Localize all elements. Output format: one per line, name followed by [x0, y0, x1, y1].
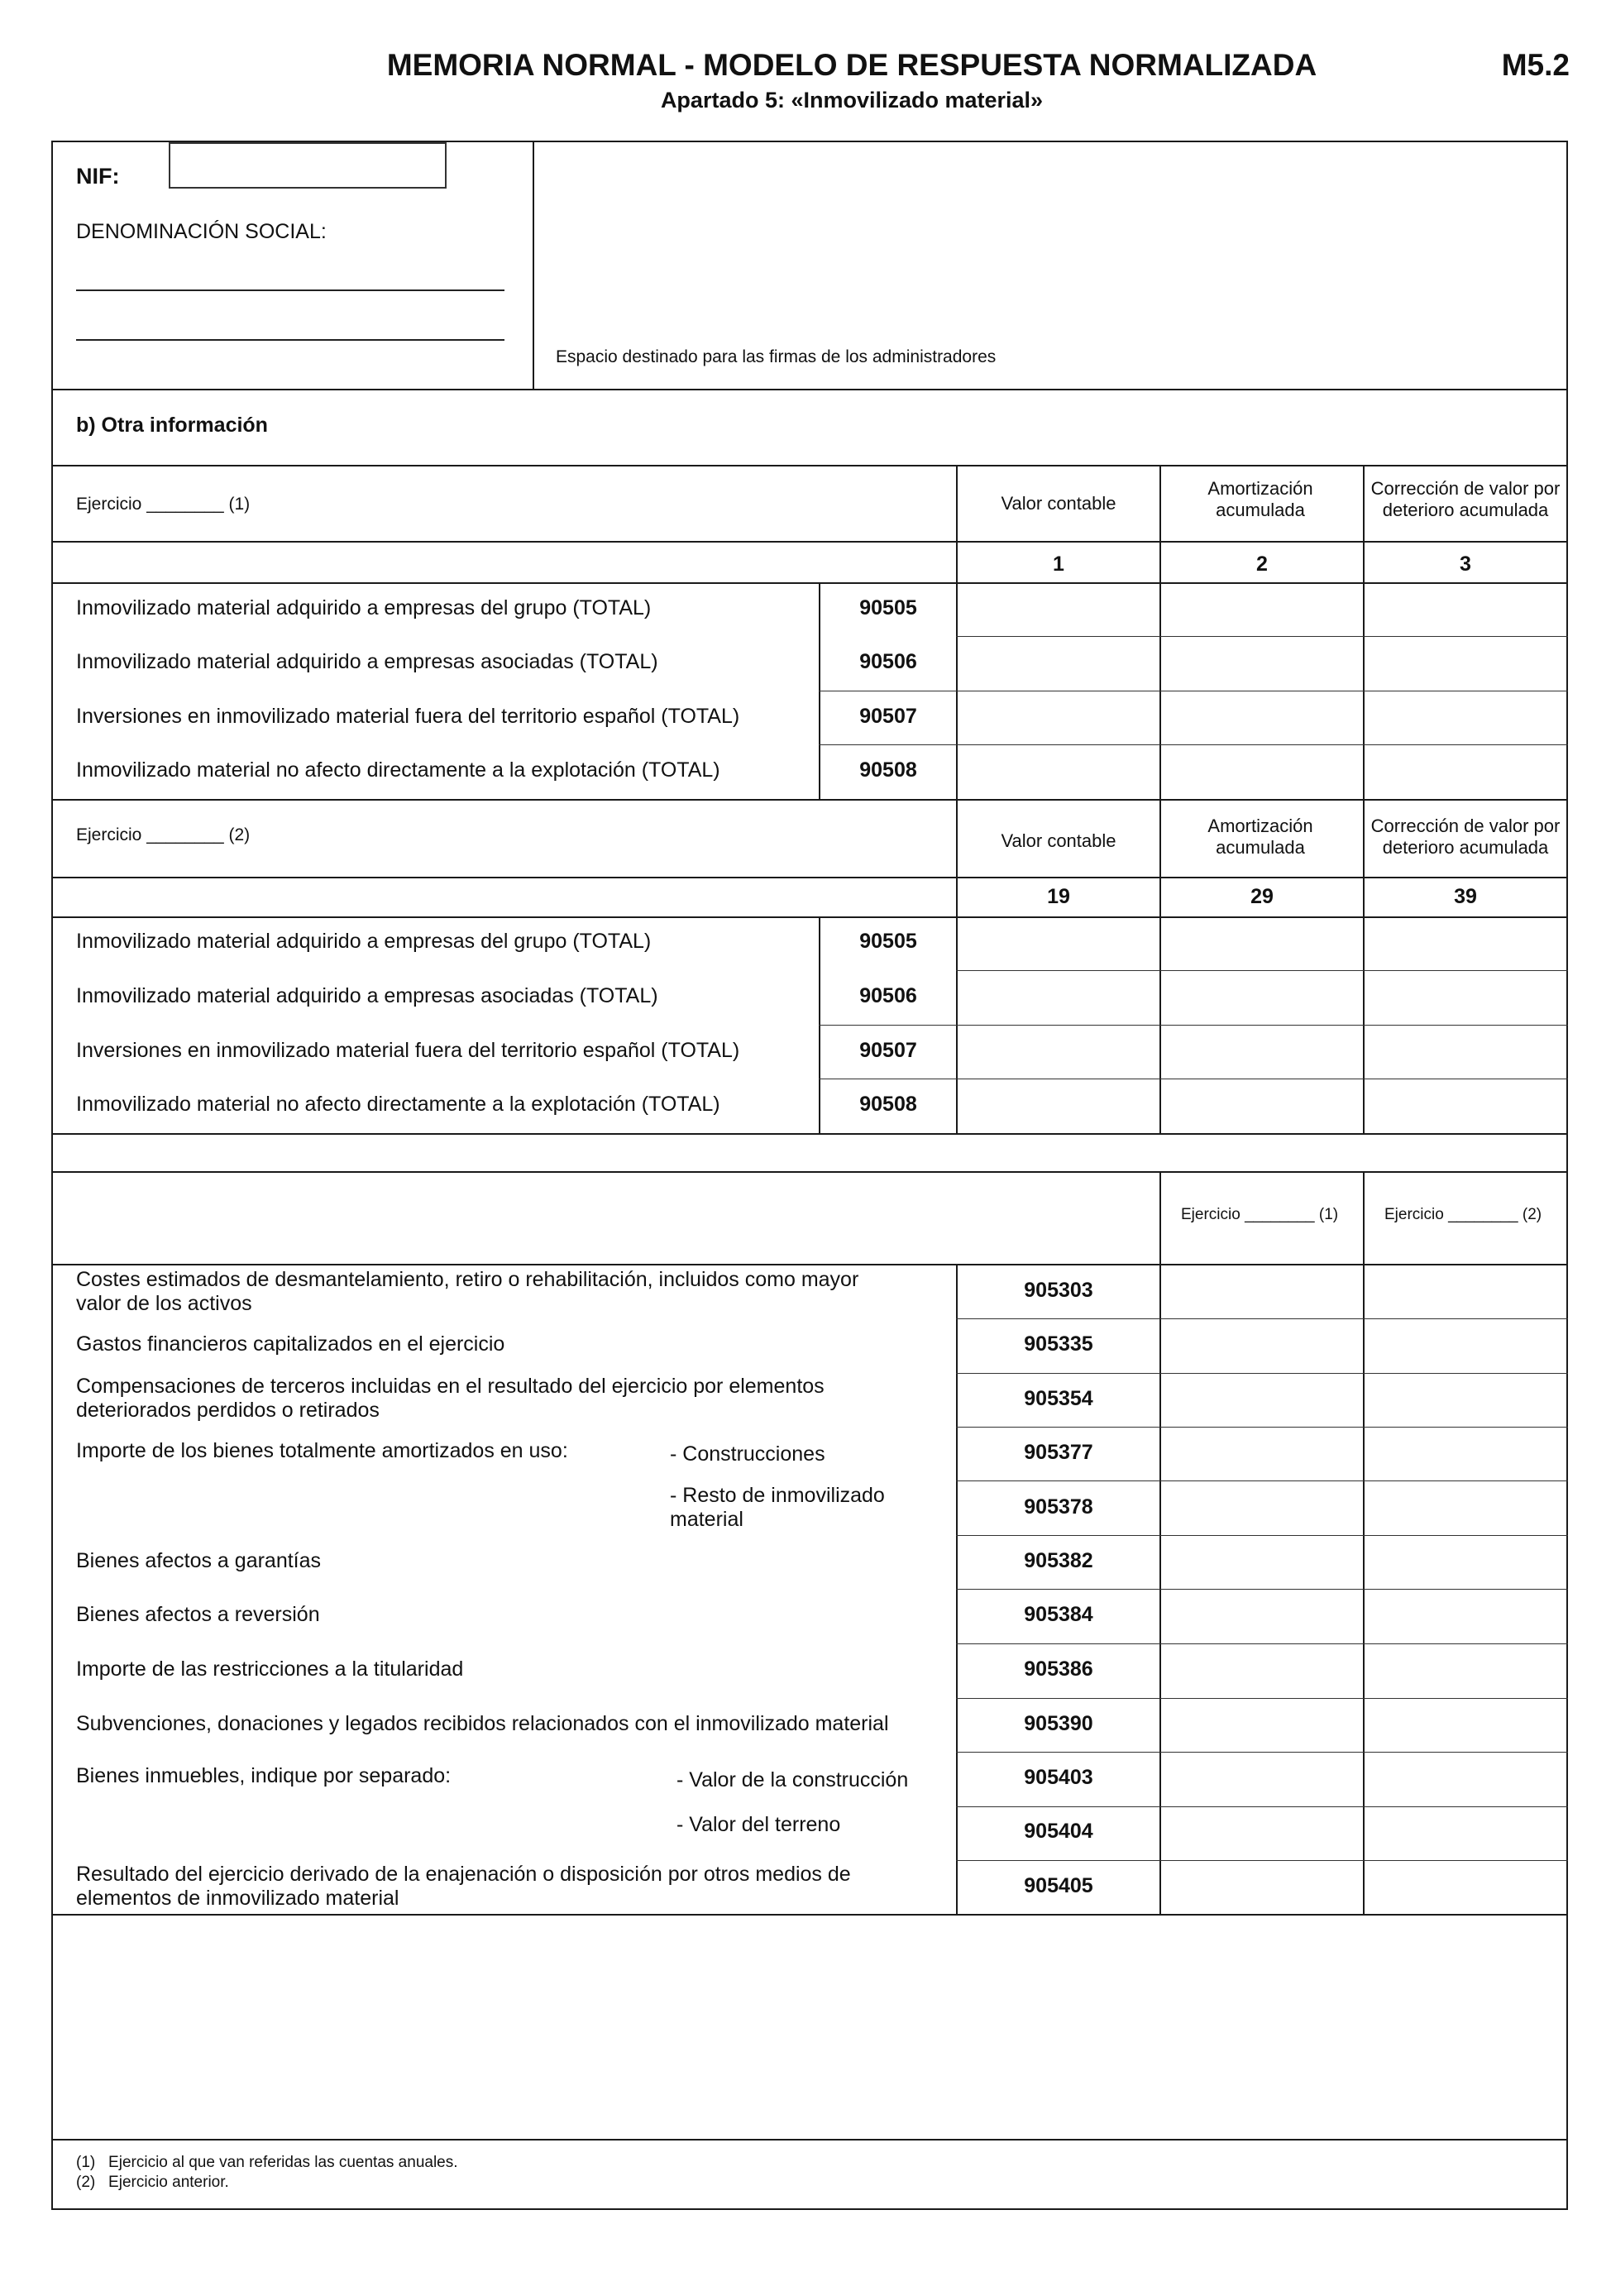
section-b-title: b) Otra información	[76, 414, 268, 437]
table1-header-amortizacion: Amortización acumulada	[1207, 478, 1313, 520]
table3-row-sublabel: - Valor del terreno	[676, 1813, 841, 1836]
table1-row-code: 90505	[859, 596, 917, 619]
table3-row-label: Gastos financieros capitalizados en el ejercicio	[76, 1332, 505, 1356]
page-subtitle: Apartado 5: «Inmovilizado material»	[660, 88, 1044, 112]
table2-colnum-3: 39	[1454, 885, 1477, 908]
table3-row-code: 905378	[1024, 1495, 1093, 1519]
table1-row-code: 90507	[859, 705, 917, 728]
table3-row-code: 905303	[1024, 1279, 1093, 1302]
firmas-label: Espacio destinado para las firmas de los administradores	[556, 347, 997, 366]
table2-row-label: Inmovilizado material no afecto directamente a la explotación (TOTAL)	[76, 1093, 720, 1116]
table3-row-sublabel: - Valor de la construcción	[676, 1768, 909, 1791]
table2-header-valor: Valor contable	[1001, 830, 1116, 851]
table3-row-label: Importe de los bienes totalmente amortizados en uso:	[76, 1439, 568, 1462]
table3-row-label: Costes estimados de desmantelamiento, retiro o rehabilitación, incluidos como mayor valor de los activos	[76, 1268, 859, 1315]
table1-header-valor: Valor contable	[1001, 493, 1116, 514]
table3-row-code: 905405	[1024, 1874, 1093, 1897]
nif-label: NIF:	[76, 164, 120, 189]
table2-row-code: 90506	[859, 984, 917, 1007]
table3-row-code: 905354	[1024, 1387, 1093, 1410]
table1-ejercicio-label: Ejercicio ________ (1)	[76, 495, 251, 514]
table1-row-label: Inmovilizado material no afecto directamente a la explotación (TOTAL)	[76, 758, 720, 782]
table3-header-ejercicio-1: Ejercicio ________ (1)	[1181, 1206, 1339, 1223]
table3-row-label: Importe de las restricciones a la titularidad	[76, 1657, 464, 1681]
footnote-2: (2) Ejercicio anterior.	[76, 2174, 229, 2191]
table2-row-code: 90505	[859, 930, 917, 953]
free-text-area[interactable]	[53, 1916, 1566, 2137]
table1-row-label: Inmovilizado material adquirido a empresas asociadas (TOTAL)	[76, 650, 658, 673]
table3-row-code: 905404	[1024, 1820, 1093, 1843]
footnote-1: (1) Ejercicio al que van referidas las cuentas anuales.	[76, 2154, 458, 2171]
table3-row-label: Bienes afectos a reversión	[76, 1603, 320, 1626]
model-code: M5.2	[1501, 48, 1570, 82]
table3-row-code: 905335	[1024, 1332, 1093, 1356]
table3-row-code: 905384	[1024, 1603, 1093, 1626]
denominacion-label: DENOMINACIÓN SOCIAL:	[76, 220, 327, 243]
denominacion-line-1[interactable]	[76, 289, 504, 291]
table2-ejercicio-label: Ejercicio ________ (2)	[76, 825, 251, 844]
table1-row-code: 90508	[859, 758, 917, 782]
table3-row-label: Bienes inmuebles, indique por separado:	[76, 1764, 452, 1787]
table1-colnum-1: 1	[1053, 552, 1064, 576]
denominacion-line-2[interactable]	[76, 339, 504, 341]
table1-header-correccion: Corrección de valor por deterioro acumulada	[1370, 478, 1561, 520]
table3-row-code: 905403	[1024, 1766, 1093, 1789]
table2-row-code: 90507	[859, 1039, 917, 1062]
table3-header-ejercicio-2: Ejercicio ________ (2)	[1384, 1206, 1542, 1223]
nif-field[interactable]	[169, 142, 447, 189]
table2-colnum-1: 19	[1047, 885, 1070, 908]
table2-row-label: Inmovilizado material adquirido a empresas asociadas (TOTAL)	[76, 984, 658, 1007]
table3-row-label: Bienes afectos a garantías	[76, 1549, 322, 1572]
table3-row-code: 905382	[1024, 1549, 1093, 1572]
table2-header-amortizacion: Amortización acumulada	[1207, 816, 1313, 858]
table1-row-label: Inmovilizado material adquirido a empresas del grupo (TOTAL)	[76, 596, 652, 619]
table3-row-sublabel: - Resto de inmovilizado material	[670, 1484, 885, 1531]
table3-row-label: Subvenciones, donaciones y legados recibidos relacionados con el inmovilizado material	[76, 1712, 889, 1735]
table1-colnum-3: 3	[1460, 552, 1471, 576]
table2-header-correccion: Corrección de valor por deterioro acumulada	[1370, 816, 1561, 858]
table3-row-label: Compensaciones de terceros incluidas en el resultado del ejercicio por elementos deteriorados perdidos o retirados	[76, 1375, 825, 1422]
table3-row-code: 905390	[1024, 1712, 1093, 1735]
table2-colnum-2: 29	[1250, 885, 1274, 908]
table2-row-label: Inversiones en inmovilizado material fuera del territorio español (TOTAL)	[76, 1039, 740, 1062]
table3-row-code: 905377	[1024, 1441, 1093, 1464]
table2-row-code: 90508	[859, 1093, 917, 1116]
table1-row-code: 90506	[859, 650, 917, 673]
table3-row-sublabel: - Construcciones	[670, 1442, 825, 1466]
table3-row-label: Resultado del ejercicio derivado de la enajenación o disposición por otros medios de elementos de inmovilizado material	[76, 1863, 851, 1910]
table1-colnum-2: 2	[1256, 552, 1268, 576]
table2-row-label: Inmovilizado material adquirido a empresas del grupo (TOTAL)	[76, 930, 652, 953]
page-title: MEMORIA NORMAL - MODELO DE RESPUESTA NORMALIZADA	[386, 48, 1317, 82]
table1-row-label: Inversiones en inmovilizado material fuera del territorio español (TOTAL)	[76, 705, 740, 728]
table3-row-code: 905386	[1024, 1657, 1093, 1681]
